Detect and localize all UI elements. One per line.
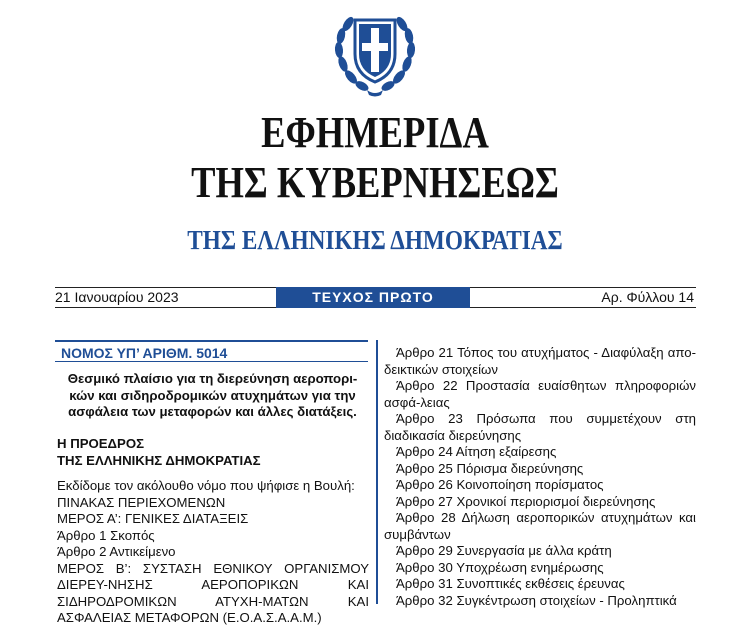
left-column-contents	[57, 478, 369, 627]
list-item: ΠΙΝΑΚΑΣ ΠΕΡΙΕΧΟΜΕΝΩΝ	[57, 494, 226, 510]
list-item: Άρθρο 29 Συνεργασία με άλλα κράτη	[396, 543, 612, 558]
list-item: Άρθρο 25 Πόρισμα διερεύνησης	[396, 460, 584, 476]
law-title-line: κών και σιδηροδρομικών ατυχημάτων για την	[69, 387, 356, 403]
sheet-number: Αρ. Φύλλου 14	[601, 289, 694, 305]
law-number-heading: ΝΟΜΟΣ ΥΠ’ ΑΡΙΘΜ. 5014	[55, 340, 368, 362]
list-item: Άρθρο 2 Αντικείμενο	[57, 544, 176, 559]
masthead-subtitle: ΤΗΣ ΕΛΛΗΝΙΚΗΣ ΔΗΜΟΚΡΑΤΙΑΣ	[187, 225, 563, 255]
list-item: Άρθρο 24 Αίτηση εξαίρεσης	[396, 444, 557, 459]
list-item: Άρθρο 28 Δήλωση αεροπορικών ατυχημάτων και συμβάντων	[384, 510, 696, 542]
list-item: Άρθρο 30 Υποχρέωση ενημέρωσης	[396, 559, 604, 575]
list-item: Άρθρο 21 Τόπος του ατυχήματος - Διαφύλαξη απο-δεικτικών στοιχείων	[384, 345, 696, 377]
law-title	[60, 371, 365, 421]
list-item: ΜΕΡΟΣ Β’: ΣΥΣΤΑΣΗ ΕΘΝΙΚΟΥ ΟΡΓΑΝΙΣΜΟΥ ΔΙΕΡΕΥ-ΝΗΣΗΣ ΑΕΡΟΠΟΡΙΚΩΝ ΚΑΙ ΣΙΔΗΡΟΔΡΟΜΙΚΩΝ ΑΤΥΧΗ-ΜΑΤΩΝ ΚΑΙ ΑΣΦΑΛΕΙΑΣ ΜΕΤΑΦΟΡΩΝ (Ε.Ο.Α.Σ.Α.Α.Μ.)	[57, 560, 369, 625]
right-column-contents	[384, 345, 696, 609]
list-item: Άρθρο 27 Χρονικοί περιορισμοί διερεύνησης	[396, 493, 656, 509]
list-item: Άρθρο 26 Κοινοποίηση πορίσματος	[396, 477, 604, 492]
president-line: ΤΗΣ ΕΛΛΗΝΙΚΗΣ ΔΗΜΟΚΡΑΤΙΑΣ	[57, 452, 261, 468]
issue-info-bar	[55, 287, 696, 308]
list-item: Άρθρο 32 Συγκέντρωση στοιχείων - Προληπτικά	[396, 592, 677, 608]
masthead-title-line2: ΤΗΣ ΚΥΒΕΡΝΗΣΕΩΣ	[191, 158, 559, 207]
list-item: Άρθρο 31 Συνοπτικές εκθέσεις έρευνας	[396, 576, 625, 591]
list-item: Άρθρο 23 Πρόσωπα που συμμετέχουν στη διαδικασία διερεύνησης	[384, 411, 696, 443]
column-divider	[376, 340, 378, 604]
masthead-title-line1: ΕΦΗΜΕΡΙΔΑ	[261, 108, 489, 157]
greek-coat-of-arms-icon	[331, 6, 419, 98]
list-item: ΜΕΡΟΣ Α’: ΓΕΝΙΚΕΣ ΔΙΑΤΑΞΕΙΣ	[57, 511, 249, 526]
president-heading	[57, 436, 261, 469]
law-title-line: ασφάλεια των μεταφορών και άλλες διατάξεις.	[68, 404, 357, 419]
list-item: Άρθρο 22 Προστασία ευαίσθητων πληροφοριών ασφά-λειας	[384, 378, 696, 410]
law-title-line: Θεσμικό πλαίσιο για τη διερεύνηση αεροπορι-	[67, 371, 358, 386]
list-item: Άρθρο 1 Σκοπός	[57, 527, 155, 543]
president-line: Η ΠΡΟΕΔΡΟΣ	[57, 436, 145, 451]
list-item: Εκδίδομε τον ακόλουθο νόμο που ψήφισε η Βουλή:	[57, 478, 355, 493]
issue-series-badge: ΤΕΥΧΟΣ ΠΡΩΤΟ	[276, 287, 470, 308]
issue-date: 21 Ιανουαρίου 2023	[55, 289, 179, 305]
